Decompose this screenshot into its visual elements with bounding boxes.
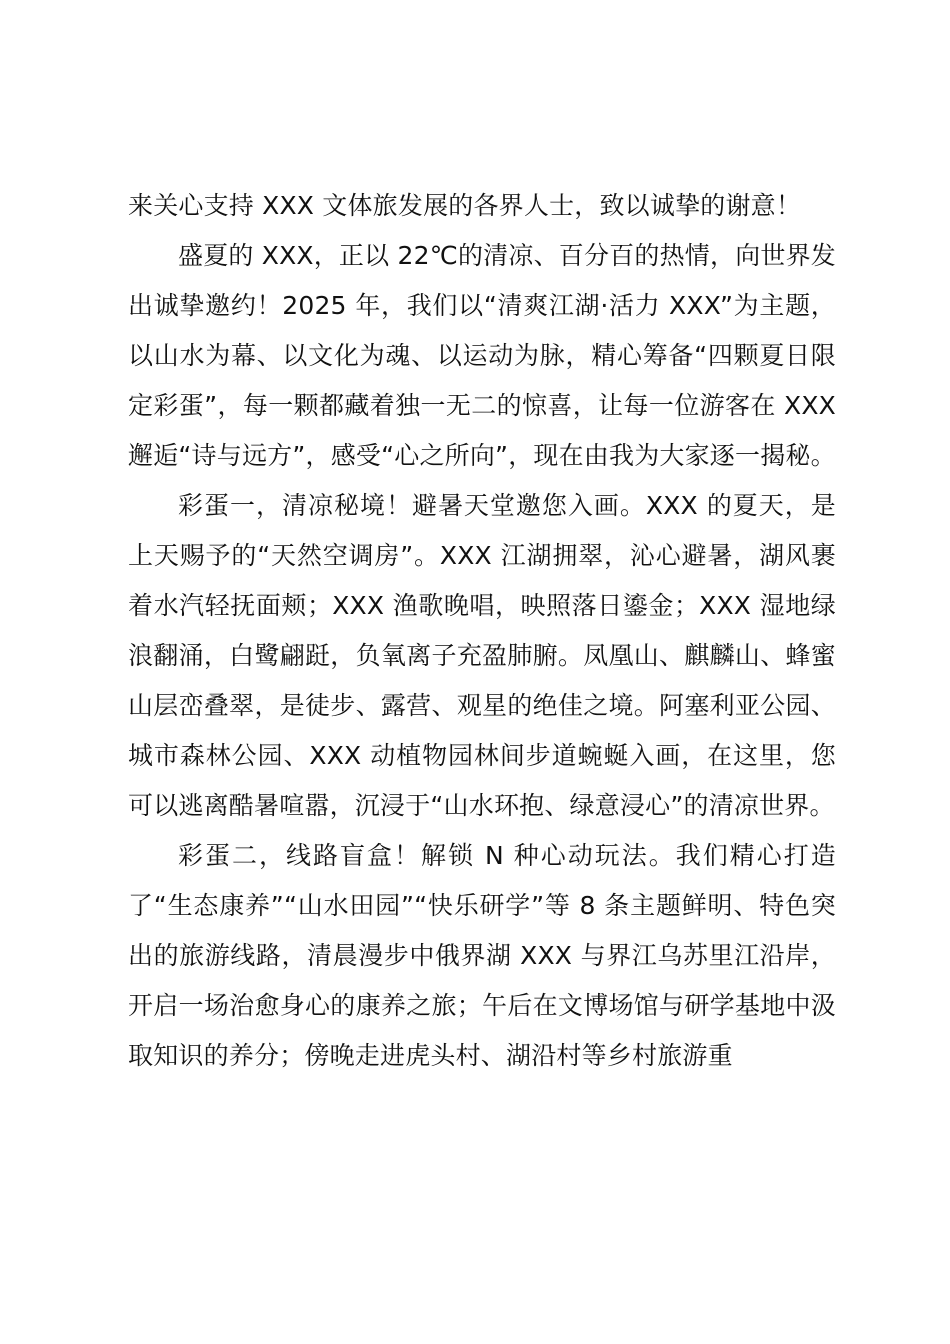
paragraph-invitation: 盛夏的 XXX，正以 22℃的清凉、百分百的热情，向世界发出诚挚邀约！2025 年，我们以“清爽江湖·活力 XXX”为主题，以山水为幕、以文化为魂、以运动为脉，精心筹备“四颗夏日限定彩蛋”，每一颗都藏着独一无二的惊喜，让每一位游客在 XXX 邂逅“诗与远方”，感受“心之所向”，现在由我为大家逐一揭秘。 [128, 241, 836, 470]
paragraph-egg-two: 彩蛋二，线路盲盒！解锁 N 种心动玩法。我们精心打造了“生态康养”“山水田园”“快乐研学”等 8 条主题鲜明、特色突出的旅游线路，清晨漫步中俄界湖 XXX 与界江乌苏里江沿岸，开启一场治愈身心的康养之旅；午后在文博场馆与研学基地中汲取知识的养分；傍晚走进虎头村、湖沿村等乡村旅游重 [128, 841, 836, 1070]
document-body [128, 181, 836, 1081]
paragraph-continued: 来关心支持 XXX 文体旅发展的各界人士，致以诚挚的谢意！ [128, 191, 802, 220]
paragraph-egg-one: 彩蛋一，清凉秘境！避暑天堂邀您入画。XXX 的夏天，是上天赐予的“天然空调房”。XXX 江湖拥翠，沁心避暑，湖风裹着水汽轻抚面颊；XXX 渔歌晚唱，映照落日鎏金；XXX 湿地绿浪翻涌，白鹭翩跹，负氧离子充盈肺腑。凤凰山、麒麟山、蜂蜜山层峦叠翠，是徒步、露营、观星的绝佳之境。阿塞利亚公园、城市森林公园、XXX 动植物园林间步道蜿蜒入画，在这里，您可以逃离酷暑喧嚣，沉浸于“山水环抱、绿意浸心”的清凉世界。 [128, 491, 836, 820]
